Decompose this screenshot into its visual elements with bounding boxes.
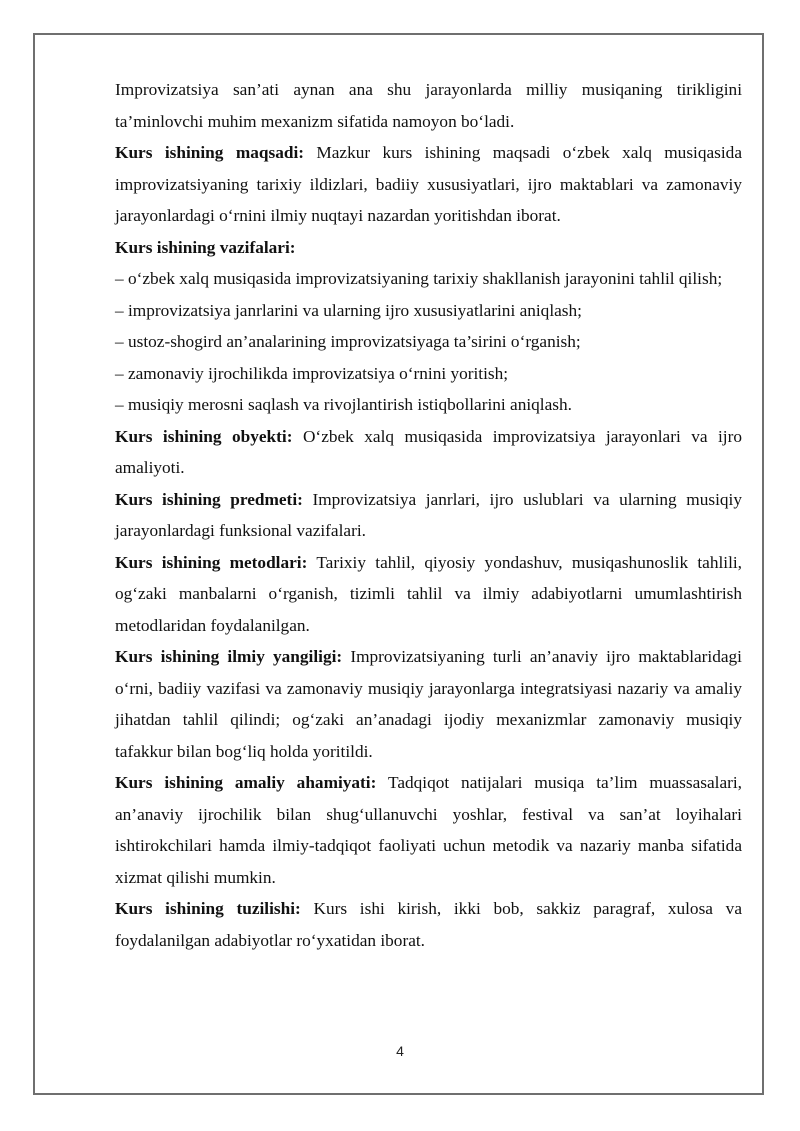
object-label: Kurs ishining obyekti: (115, 426, 293, 446)
tasks-heading (115, 232, 742, 264)
novelty-paragraph (115, 641, 742, 767)
document-body (115, 74, 742, 956)
structure-text: Kurs ishi kirish, ikki bob, sakkiz paragraf, xulosa va foydalanilgan adabiyotlar ro‘yxatidan iborat. (115, 899, 742, 950)
object-paragraph (115, 421, 742, 484)
practical-label: Kurs ishining amaliy ahamiyati: (115, 773, 377, 792)
object-text: O‘zbek xalq musiqasida improvizatsiya jarayonlari va ijro amaliyoti. (115, 426, 742, 477)
page-number: 4 (396, 1043, 404, 1059)
goal-text: Mazkur kurs ishining maqsadi o‘zbek xalq musiqasida improvizatsiyaning tarixiy ildizlari, badiiy xususiyatlari, ijro maktablari va zamonaviy jarayonlardagi o‘rnini ilmiy nuqtayi nazardan yoritishdan iborat. (115, 143, 742, 225)
methods-text: Tarixiy tahlil, qiyosiy yondashuv, musiqashunoslik tahlili, og‘zaki manbalarni o‘rganish, tizimli tahlil va ilmiy adabiyotlarni umumlashtirish metodlaridan foydalanilgan. (115, 552, 742, 635)
novelty-label: Kurs ishining ilmiy yangiligi: (115, 647, 343, 666)
goal-paragraph (115, 137, 742, 232)
intro-paragraph: Improvizatsiya san’ati aynan ana shu jarayonlarda milliy musiqaning tirikligini ta’minlovchi muhim mexanizm sifatida namoyon bo‘ladi. (115, 80, 742, 131)
methods-label: Kurs ishining metodlari: (115, 552, 308, 572)
practical-text: Tadqiqot natijalari musiqa ta’lim muassasalari, an’anaviy ijrochilik bilan shug‘ullanuvchi yoshlar, festival va san’at loyihalari ishtirokchilari hamda ilmiy-tadqiqot faoliyati uchun metodik va nazariy manba sifatida xizmat qilishi mumkin. (115, 773, 742, 887)
task-item: – improvizatsiya janrlarini va ularning ijro xususiyatlarini aniqlash; (115, 300, 582, 320)
subject-text: Improvizatsiya janrlari, ijro uslublari va ularning musiqiy jarayonlardagi funksional vazifalari. (115, 489, 742, 540)
novelty-text: Improvizatsiyaning turli an’anaviy ijro maktablaridagi o‘rni, badiiy vazifasi va zamonaviy musiqiy jarayonlarga integratsiyasi nazariy va amaliy jihatdan tahlil qilindi; og‘zaki an’anadagi ijodiy mexanizmlar zamonaviy musiqiy tafakkur bilan bog‘liq holda yoritildi. (115, 647, 742, 761)
practical-paragraph (115, 767, 742, 893)
goal-label: Kurs ishining maqsadi: (115, 143, 304, 162)
task-item: – o‘zbek xalq musiqasida improvizatsiyaning tarixiy shakllanish jarayonini tahlil qilish; (115, 269, 723, 288)
structure-label: Kurs ishining tuzilishi: (115, 899, 301, 918)
methods-paragraph (115, 547, 742, 642)
task-item: – zamonaviy ijrochilikda improvizatsiya o‘rnini yoritish; (115, 363, 509, 383)
structure-paragraph (115, 893, 742, 956)
subject-paragraph (115, 484, 742, 547)
task-item: – musiqiy merosni saqlash va rivojlantirish istiqbollarini aniqlash. (115, 395, 572, 414)
task-item: – ustoz-shogird an’analarining improvizatsiyaga ta’sirini o‘rganish; (115, 332, 581, 351)
tasks-label: Kurs ishining vazifalari: (115, 237, 296, 257)
subject-label: Kurs ishining predmeti: (115, 489, 303, 509)
